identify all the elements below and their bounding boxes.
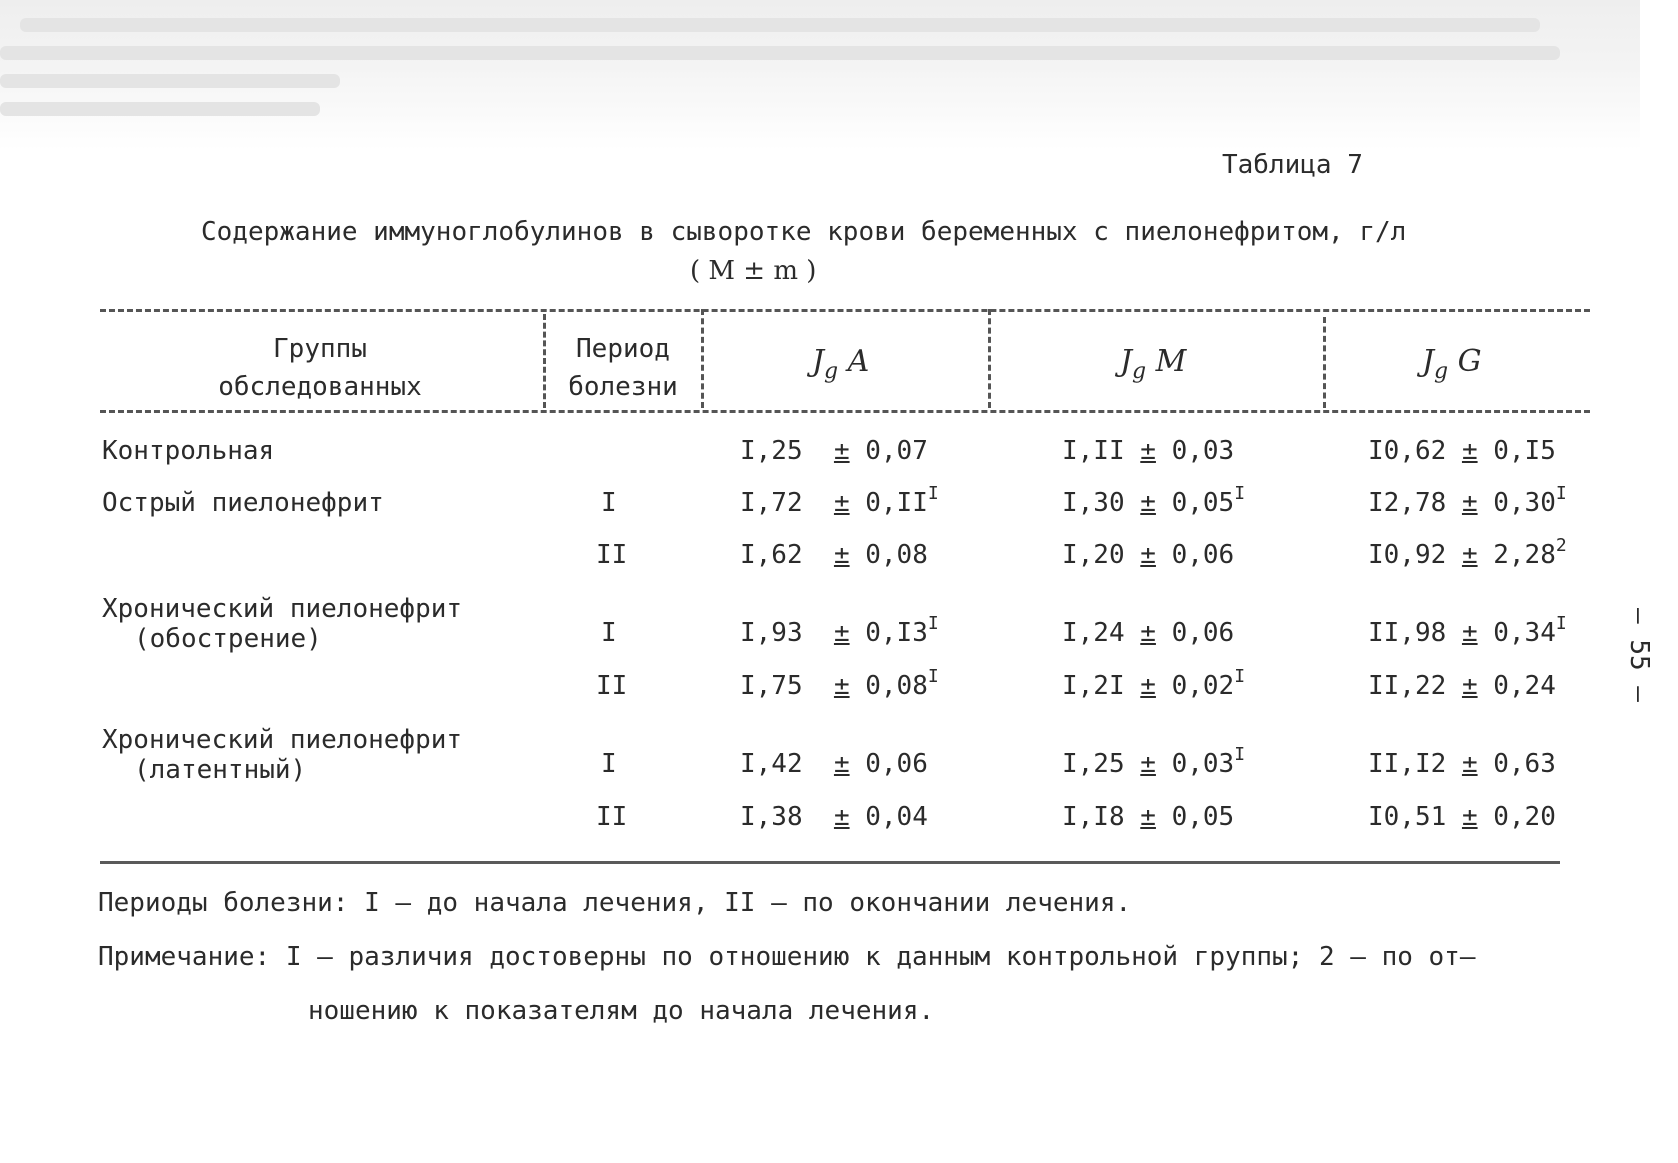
header-groups (100, 330, 540, 406)
header-igm-base: J (1120, 344, 1133, 379)
header-period-line1: Период (576, 334, 670, 364)
header-groups-line2: обследованных (218, 372, 422, 402)
header-divider-4 (1323, 317, 1326, 408)
table-row (0, 436, 1678, 470)
igg-cell: II,22 ± 0,24 (1368, 671, 1556, 701)
igg-cell: II,I2 ± 0,63 (1368, 749, 1556, 779)
header-igm-letter: M (1155, 344, 1187, 379)
iga-cell: $I,75 \pm 0,08^I$ (740, 666, 939, 701)
header-igg (1422, 344, 1482, 384)
igm-cell: $I,2I \pm 0,02^I$ (1062, 666, 1246, 701)
igm-cell: I,II ± 0,03 (1062, 436, 1235, 466)
igm-cell: I,24 ± 0,06 (1062, 618, 1235, 648)
group-acute: Острый пиелонефрит (102, 488, 384, 518)
table-row (0, 483, 1678, 522)
header-divider-1 (543, 314, 546, 408)
footnote-note-line1: Примечание: I – различия достоверны по отношению к данным контрольной группы; 2 – по от– (98, 942, 1476, 972)
period-cell: II (596, 540, 628, 570)
igm-cell: $I,25 \pm 0,03^I$ (1062, 744, 1246, 779)
header-iga-base: J (812, 344, 825, 379)
iga-cell: $I,72 \pm 0,II^I$ (740, 483, 939, 518)
table-top-rule (100, 309, 1590, 312)
table-row (0, 535, 1678, 574)
igg-cell: I0,62 ± 0,I5 (1368, 436, 1556, 466)
table-title: Содержание иммуноглобулинов в сыворотке крови беременных с пиелонефритом, г/л (201, 217, 1407, 247)
group-chronic-latent-line2: (латентный) (134, 755, 307, 785)
iga-cell: I,42 ± 0,06 (740, 749, 928, 779)
period-cell: I (601, 618, 617, 648)
period-cell: II (596, 802, 628, 832)
table-label: Таблица 7 (1222, 150, 1363, 180)
period-cell: I (601, 488, 617, 518)
header-bottom-rule (100, 410, 1590, 413)
bleed-through-background (0, 0, 1640, 150)
footnote-periods: Периоды болезни: I – до начала лечения, II – по окончании лечения. (98, 888, 1132, 918)
header-igm-sub: g (1132, 359, 1147, 384)
table-row (0, 613, 1678, 652)
header-groups-line1: Группы (273, 334, 367, 364)
igg-cell: I0,51 ± 0,20 (1368, 802, 1556, 832)
iga-cell: $I,93 \pm 0,I3^I$ (740, 613, 939, 648)
igg-cell: $II,98 \pm 0,34^I$ (1368, 613, 1567, 648)
header-iga-letter: A (847, 344, 870, 379)
table-bottom-rule (100, 861, 1560, 864)
header-igg-sub: g (1434, 359, 1449, 384)
igm-cell: $I,30 \pm 0,05^I$ (1062, 483, 1246, 518)
header-iga (812, 344, 869, 384)
header-divider-3 (988, 309, 991, 408)
footnote-note-line2: ношению к показателям до начала лечения. (308, 996, 935, 1026)
igm-cell: I,I8 ± 0,05 (1062, 802, 1235, 832)
page-number: – 55 – (1623, 608, 1654, 702)
igm-cell: I,20 ± 0,06 (1062, 540, 1235, 570)
header-period-line2: болезни (568, 372, 678, 402)
table-subtitle: ( M ± m ) (690, 256, 817, 286)
iga-cell: I,38 ± 0,04 (740, 802, 928, 832)
header-iga-sub: g (824, 359, 839, 384)
header-igm (1120, 344, 1186, 384)
table-row (0, 744, 1678, 783)
table-row (0, 802, 1678, 836)
iga-cell: I,62 ± 0,08 (740, 540, 928, 570)
group-control: Контрольная (102, 436, 275, 466)
group-chronic-exacerbation-line2: (обострение) (134, 624, 322, 654)
group-chronic-latent-line1: Хронический пиелонефрит (102, 725, 463, 755)
period-cell: I (601, 749, 617, 779)
group-chronic-exacerbation-line1: Хронический пиелонефрит (102, 594, 463, 624)
header-period (548, 330, 698, 406)
period-cell: II (596, 671, 628, 701)
igg-cell: I0,92 ± 2,28$^2$ (1368, 535, 1567, 570)
igg-cell: $I2,78 \pm 0,30^I$ (1368, 483, 1567, 518)
header-igg-base: J (1422, 344, 1435, 379)
header-divider-2 (701, 309, 704, 408)
header-igg-letter: G (1457, 344, 1482, 379)
iga-cell: I,25 ± 0,07 (740, 436, 928, 466)
table-row (0, 666, 1678, 705)
